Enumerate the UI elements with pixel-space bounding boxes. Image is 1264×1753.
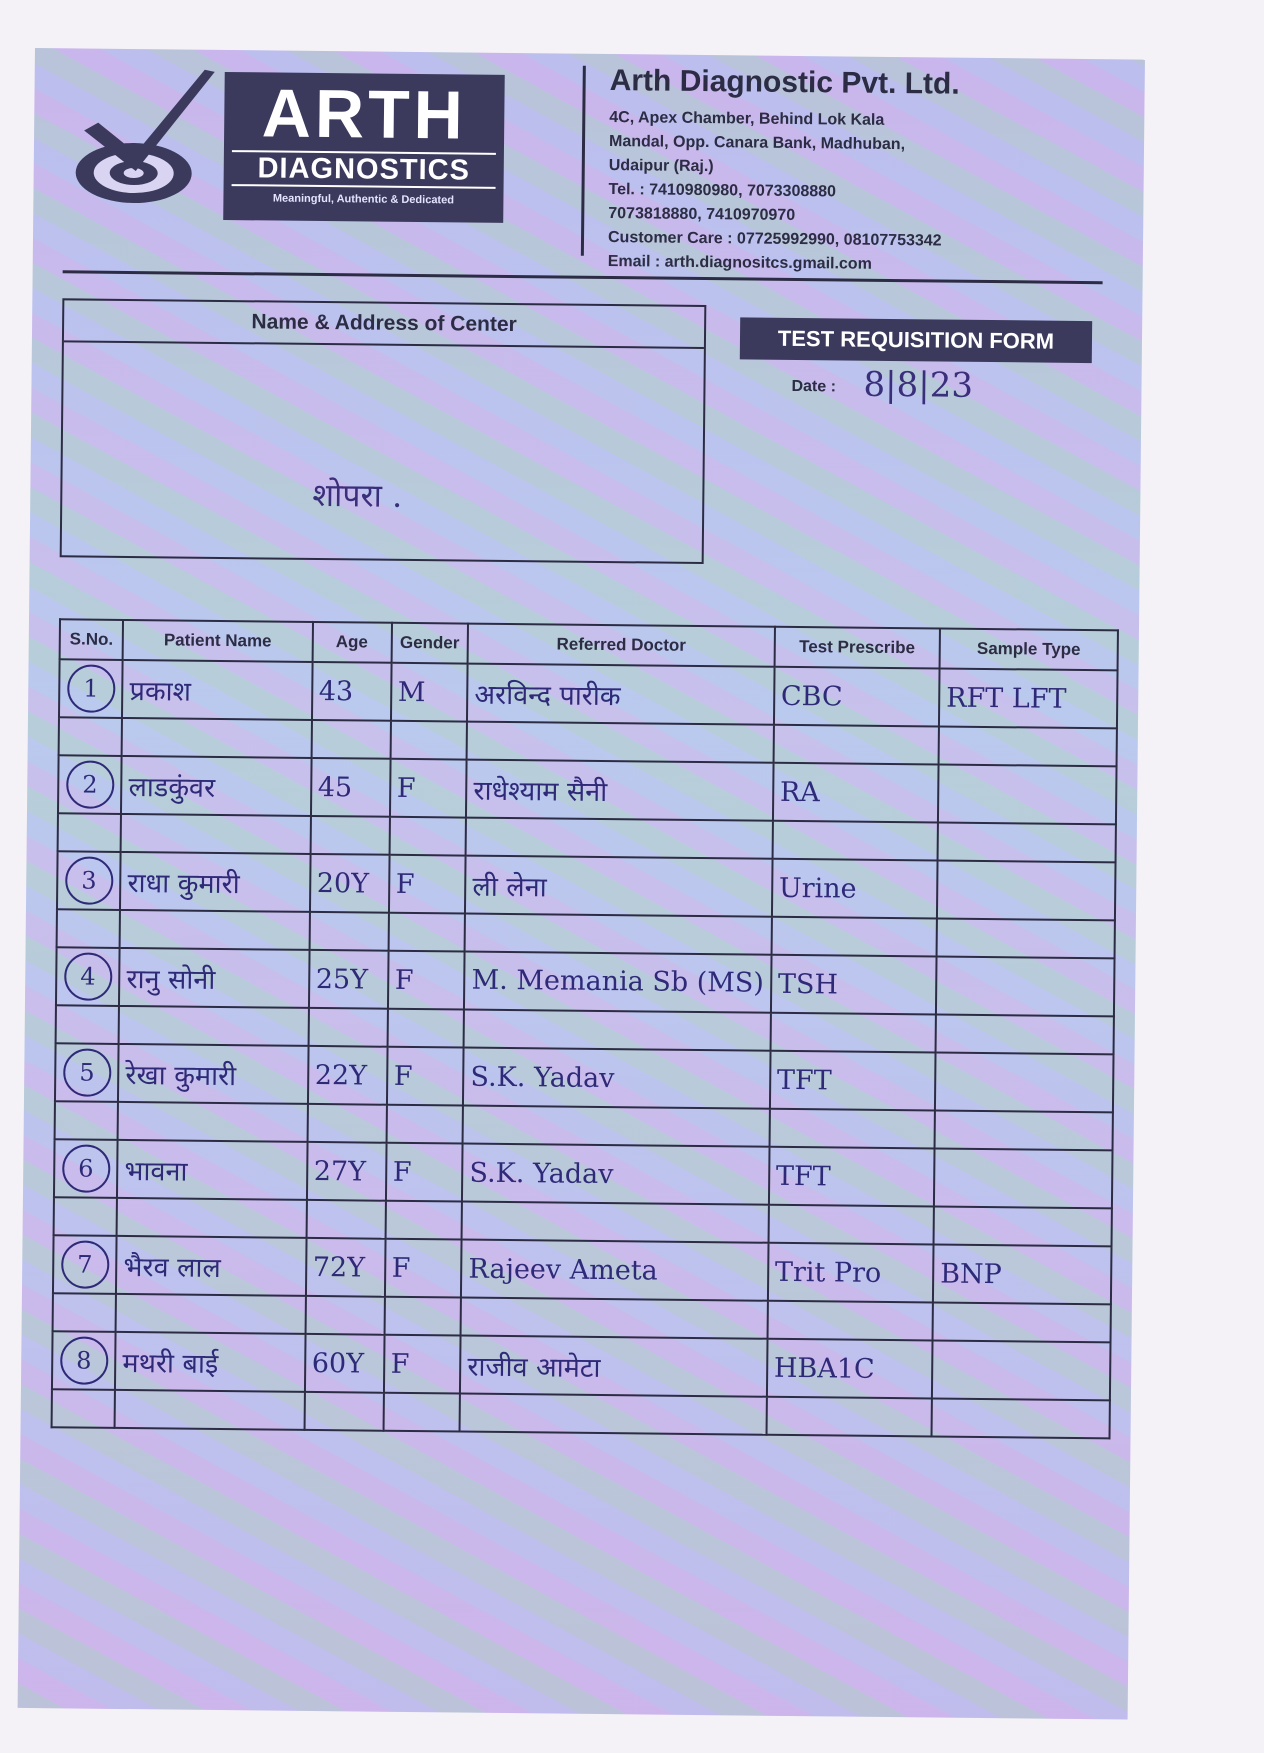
- blank-cell: [386, 1105, 463, 1144]
- cell-referred-doctor: Rajeev Ameta: [461, 1240, 768, 1301]
- cell-test-prescribe: TSH: [771, 955, 937, 1015]
- blank-cell: [767, 1301, 933, 1341]
- blank-cell: [933, 1206, 1111, 1246]
- blank-cell: [118, 1102, 308, 1142]
- cell-sample-type: RFT LFT: [939, 669, 1118, 729]
- cell-referred-doctor: राधेश्याम सैनी: [466, 760, 773, 821]
- cell-age: 43: [312, 662, 392, 721]
- cell-patient-name: रेखा कुमारी: [118, 1044, 308, 1104]
- address-line: Mandal, Opp. Canara Bank, Madhuban,: [608, 133, 906, 154]
- cell-sno: [54, 1139, 118, 1198]
- blank-cell: [305, 1296, 384, 1335]
- serial-number-circle: 3: [65, 856, 114, 905]
- blank-cell: [59, 717, 123, 756]
- col-header-referred-doctor: Referred Doctor: [468, 624, 775, 667]
- phone-line: Tel. : 7410980980, 7073308880: [608, 181, 837, 201]
- blank-cell: [304, 1392, 383, 1431]
- logo-subtitle: DIAGNOSTICS: [232, 150, 496, 189]
- cell-referred-doctor: राजीव आमेटा: [460, 1336, 767, 1397]
- date-value: 8|8|23: [863, 364, 974, 406]
- cell-test-prescribe: TFT: [769, 1147, 935, 1207]
- blank-cell: [769, 1109, 935, 1149]
- cell-gender: F: [385, 1143, 462, 1202]
- blank-cell: [58, 813, 122, 852]
- cell-test-prescribe: RA: [773, 763, 939, 823]
- cell-sample-type: [936, 956, 1115, 1016]
- blank-cell: [387, 1009, 464, 1048]
- blank-cell: [121, 814, 311, 854]
- cell-gender: F: [384, 1239, 461, 1298]
- col-header-gender: Gender: [391, 623, 468, 664]
- target-check-icon: [63, 60, 235, 212]
- blank-cell: [464, 1010, 771, 1051]
- cell-test-prescribe: HBA1C: [767, 1339, 933, 1399]
- blank-cell: [53, 1293, 117, 1332]
- blank-cell: [465, 914, 772, 955]
- blank-cell: [463, 1106, 770, 1147]
- serial-number-circle: 6: [62, 1144, 111, 1193]
- header-divider-vertical: [581, 66, 586, 256]
- blank-cell: [310, 816, 389, 855]
- requisition-form-sheet: [18, 48, 1145, 1720]
- blank-cell: [309, 912, 388, 951]
- cell-test-prescribe: Trit Pro: [768, 1243, 934, 1303]
- blank-cell: [115, 1390, 305, 1430]
- blank-cell: [771, 917, 937, 957]
- cell-age: 60Y: [305, 1334, 385, 1393]
- email-line: Email : arth.diagnositcs.gmail.com: [607, 253, 872, 273]
- cell-patient-name: राधा कुमारी: [120, 852, 310, 912]
- blank-cell: [931, 1398, 1109, 1438]
- blank-cell: [390, 721, 467, 760]
- cell-sno: [52, 1331, 116, 1390]
- logo-tagline: Meaningful, Authentic & Dedicated: [272, 192, 455, 207]
- cell-age: 45: [311, 758, 391, 817]
- cell-sno: [57, 851, 121, 910]
- blank-cell: [116, 1294, 306, 1334]
- cell-patient-name: मथरी बाई: [115, 1332, 305, 1392]
- cell-referred-doctor: ली लेना: [465, 856, 772, 917]
- blank-cell: [388, 913, 465, 952]
- blank-cell: [935, 1014, 1113, 1054]
- cell-sno: [59, 659, 123, 718]
- blank-cell: [939, 727, 1117, 767]
- cell-patient-name: भैरव लाल: [116, 1236, 306, 1296]
- col-header-test-prescribe: Test Prescribe: [774, 627, 940, 669]
- cell-test-prescribe: Urine: [772, 859, 938, 919]
- blank-cell: [937, 918, 1115, 958]
- blank-cell: [938, 822, 1116, 862]
- blank-cell: [120, 910, 310, 950]
- blank-cell: [307, 1104, 386, 1143]
- cell-test-prescribe: TFT: [770, 1051, 936, 1111]
- cell-gender: F: [386, 1047, 463, 1106]
- cell-patient-name: रानु सोनी: [119, 948, 309, 1008]
- blank-cell: [467, 722, 774, 763]
- col-header-age: Age: [312, 622, 391, 663]
- blank-cell: [122, 718, 312, 758]
- cell-sample-type: [938, 765, 1117, 825]
- serial-number-circle: 2: [66, 760, 115, 809]
- cell-sample-type: BNP: [933, 1244, 1112, 1304]
- cell-gender: F: [387, 951, 464, 1010]
- cell-age: 20Y: [310, 854, 390, 913]
- cell-age: 22Y: [308, 1046, 388, 1105]
- company-info: [608, 64, 1080, 279]
- cell-referred-doctor: M. Memania Sb (MS): [464, 952, 771, 1013]
- blank-cell: [52, 1389, 116, 1428]
- cell-gender: M: [391, 663, 468, 722]
- blank-cell: [773, 725, 939, 765]
- blank-cell: [461, 1298, 768, 1339]
- cell-sample-type: [935, 1052, 1114, 1112]
- logo-brand-box: [223, 72, 505, 223]
- address-line: 4C, Apex Chamber, Behind Lok Kala: [609, 109, 885, 129]
- cell-age: 25Y: [309, 950, 389, 1009]
- center-address-box: [60, 298, 707, 564]
- blank-cell: [55, 1101, 119, 1140]
- blank-cell: [56, 1005, 120, 1044]
- col-header-sno: S.No.: [60, 619, 124, 660]
- cell-sno: [53, 1235, 117, 1294]
- cell-sample-type: [932, 1340, 1111, 1400]
- cell-referred-doctor: S.K. Yadav: [462, 1144, 769, 1205]
- blank-cell: [119, 1006, 309, 1046]
- blank-cell: [460, 1394, 767, 1435]
- address-line: Udaipur (Raj.): [608, 157, 714, 176]
- cell-gender: F: [383, 1335, 460, 1394]
- cell-referred-doctor: अरविन्द पारीक: [467, 664, 774, 725]
- cell-sno: [58, 755, 122, 814]
- logo-title: ARTH: [261, 75, 468, 154]
- cell-test-prescribe: CBC: [774, 667, 940, 727]
- blank-cell: [311, 720, 390, 759]
- blank-cell: [770, 1013, 936, 1053]
- blank-cell: [389, 817, 466, 856]
- patient-register-table: [51, 618, 1119, 1439]
- date-label: Date :: [791, 377, 837, 396]
- cell-patient-name: प्रकाश: [122, 660, 312, 720]
- blank-cell: [117, 1198, 307, 1238]
- company-name: Arth Diagnostic Pvt. Ltd.: [609, 64, 960, 101]
- cell-gender: F: [388, 855, 465, 914]
- serial-number-circle: 7: [61, 1240, 110, 1289]
- blank-cell: [932, 1302, 1110, 1342]
- blank-cell: [385, 1201, 462, 1240]
- blank-cell: [466, 818, 773, 859]
- serial-number-circle: 5: [63, 1048, 112, 1097]
- blank-cell: [308, 1008, 387, 1047]
- cell-patient-name: लाडकुंवर: [121, 756, 311, 816]
- phone-line: 7073818880, 7410970970: [608, 205, 796, 224]
- cell-patient-name: भावना: [117, 1140, 307, 1200]
- cell-sample-type: [937, 860, 1116, 920]
- cell-age: 72Y: [306, 1238, 386, 1297]
- cell-gender: F: [390, 759, 467, 818]
- center-box-title: Name & Address of Center: [64, 308, 704, 349]
- blank-cell: [384, 1297, 461, 1336]
- blank-cell: [57, 909, 121, 948]
- cell-referred-doctor: S.K. Yadav: [463, 1048, 770, 1109]
- serial-number-circle: 8: [60, 1336, 109, 1385]
- blank-cell: [306, 1200, 385, 1239]
- blank-cell: [934, 1110, 1112, 1150]
- cell-age: 27Y: [307, 1142, 387, 1201]
- cell-sno: [55, 1043, 119, 1102]
- center-handwritten-name: शोपरा .: [312, 475, 403, 515]
- col-header-sample-type: Sample Type: [940, 629, 1118, 671]
- blank-cell: [772, 821, 938, 861]
- blank-cell: [462, 1202, 769, 1243]
- form-title-banner: TEST REQUISITION FORM: [740, 317, 1092, 363]
- serial-number-circle: 1: [67, 664, 116, 713]
- serial-number-circle: 4: [64, 952, 113, 1001]
- blank-cell: [766, 1397, 932, 1437]
- company-logo: [63, 60, 485, 214]
- cell-sno: [56, 947, 120, 1006]
- blank-cell: [54, 1197, 118, 1236]
- customer-care-line: Customer Care : 07725992990, 08107753342: [607, 229, 942, 250]
- cell-sample-type: [934, 1148, 1113, 1208]
- blank-cell: [768, 1205, 934, 1245]
- col-header-patient-name: Patient Name: [123, 620, 313, 662]
- blank-cell: [383, 1393, 460, 1432]
